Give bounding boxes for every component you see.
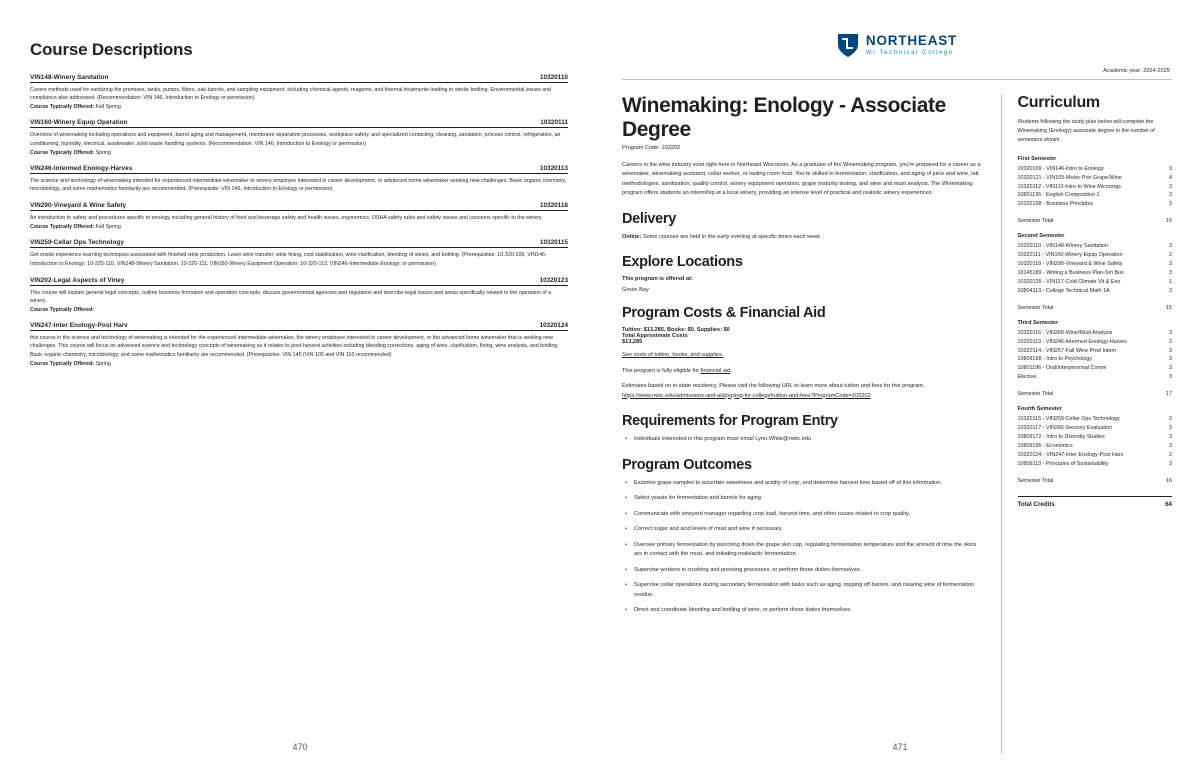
course-code: 10320109 - VIN146-Intro to Enology [1017, 165, 1104, 172]
course-code: 10320123 [539, 276, 568, 284]
course-code: 10320116 - VIN268-Wine/Must Analysis [1017, 329, 1113, 336]
course-entry [30, 277, 568, 313]
curriculum-row [1018, 329, 1173, 338]
course-header [30, 119, 568, 128]
course-offered [30, 361, 568, 367]
curriculum-row [1018, 355, 1173, 364]
course-credits: 1 [1169, 278, 1172, 285]
logo-title: NORTHEAST [865, 33, 958, 49]
course-code: 10320126 - VIN117-Cold Climate Vit & Eno [1017, 278, 1121, 285]
page-number: 471 [892, 742, 908, 752]
location-item: Green Bay [622, 287, 649, 294]
course-code: 10804113 - College Technical Math 1A [1017, 287, 1110, 294]
course-offered-label: Course Typically Offered: [30, 149, 95, 156]
course-name: VIN246-Intermed Enology-Harves [30, 164, 133, 172]
course-code: 10320118 - VIN290-Vineyard & Wine Safety [1017, 261, 1123, 268]
course-code: 10320117 - VIN266-Sensory Evaluation [1017, 425, 1113, 432]
course-code: 10320110 [539, 74, 568, 81]
course-code: 10801196 - Oral/Interpersonal Comm [1017, 365, 1107, 372]
curriculum-row [1018, 424, 1173, 433]
course-credits: 2 [1169, 338, 1172, 345]
list-item: • Oversee primary fermentation by punching down the grape skin cap, regulating fermentation temperature and the amount of time the skins are in contact with the must, and initiating malolactic fermentation. [634, 541, 983, 560]
course-code: 10320118 [539, 202, 568, 210]
course-offered-label: Course Typically Offered: [30, 307, 95, 314]
course-credits: 3 [1169, 201, 1172, 208]
course-name: VIN247-Inter Enology-Post Harv [30, 322, 128, 330]
course-credits: 3 [1169, 329, 1172, 336]
semester-name: Second Semester [1017, 233, 1065, 240]
curriculum-row [1018, 287, 1173, 296]
course-credits: 3 [1169, 243, 1172, 250]
course-header [30, 165, 568, 174]
course-code: 10320111 - VIN160-Winery Equip Operation [1017, 252, 1123, 259]
course-name: VIN259-Cellar Ops Technology [30, 239, 124, 247]
course-entry [30, 119, 568, 155]
course-credits: 3 [1169, 261, 1172, 268]
delivery-detail: Some courses are held in the early evening at specific times each week. [641, 233, 822, 240]
logo [622, 32, 1172, 58]
course-credits: 2 [1169, 416, 1172, 423]
locations-heading: Explore Locations [622, 254, 743, 271]
course-description: This course will explain general legal concepts, outline business formation and operation concepts, discuss governmental agencies and regulation and describe legal issues and areas specifically related to the operation of a winery. [30, 289, 552, 305]
course-offered [30, 150, 568, 156]
course-code: 10809195 - Economics [1017, 442, 1073, 449]
course-credits: 3 [1169, 287, 1172, 294]
course-entry [30, 202, 568, 230]
curriculum-row [1018, 415, 1173, 424]
semester-total-label: Semester Total [1017, 218, 1054, 225]
program-code: Program Code: 103202 [622, 145, 681, 151]
course-credits: 4 [1169, 174, 1172, 181]
semester-total [1018, 215, 1173, 224]
course-name: VIN202-Legal Aspects of Viney [30, 276, 125, 284]
curriculum-intro: Students following the study plan below will complete the Winemaking (Enology) associate degree in the number of semesters shown. [1017, 119, 1155, 143]
curriculum-row [1018, 278, 1173, 287]
course-code: 10320115 [539, 239, 568, 247]
course-code: Elective [1017, 374, 1037, 381]
page-number: 470 [292, 742, 308, 752]
semester-name: Third Semester [1017, 319, 1059, 326]
course-description: The science and technology of winemaking intended for experienced intermediate winemaker or winery employee interested in career development, or advanced home winemaker seeking new challenges. Basic organic chemistry, microbiology, and some mathematics familiarity are recommended. (Prerequisite: VIN 146, Introduction to Enology or permission) [30, 177, 567, 193]
course-credits: 3 [1169, 442, 1172, 449]
header-divider [622, 79, 1172, 80]
course-credits: 3 [1169, 425, 1172, 432]
course-header [30, 202, 568, 211]
list-item: • Supervise workers in crushing and pressing processes, or perform those duties themselves. [634, 566, 983, 576]
course-entry [30, 74, 568, 110]
curriculum-row [1018, 200, 1173, 209]
course-description: this course in the science and technology of winemaking is intended for the experienced intermediate winemaker, the winery employee interested in career development, or the advanced home winemaker that is seeking new challenges. This course will focus on advanced science and technology concepts of winemaking as it relates to post-harvest activities including blending corrections, aging of wine, clarification, fining, wine analysis, and bottling. Basic organic chemistry, microbiology, and some mathematics familiarity are recommended. (Prerequisites: VIN 146 (VIN 105 and VIN 110 recommended) [30, 335, 559, 358]
curriculum-row [1018, 460, 1173, 469]
curriculum-column [1002, 94, 1173, 754]
tuition-books-supplies-link[interactable]: See costs of tuition, books, and supplies. [622, 352, 724, 359]
costs-link-row [622, 351, 983, 361]
semester-total [1018, 475, 1173, 484]
costs-total: $13,285 [622, 339, 643, 346]
course-entry [30, 165, 568, 193]
course-header [30, 239, 568, 248]
semester-total [1018, 388, 1173, 397]
total-credits-label: Total Credits [1017, 500, 1055, 508]
course-code: 10102158 - Business Principles [1017, 201, 1094, 208]
course-code: 10809198 - Intro to Psychology [1017, 356, 1093, 363]
course-offered [30, 224, 568, 230]
course-offered [30, 104, 568, 110]
total-credits-value: 64 [1165, 500, 1172, 508]
course-name: VIN148-Winery Sanitation [30, 74, 109, 81]
course-offered [30, 307, 568, 313]
course-code: 10809172 - Intro to Diversity Studies [1017, 433, 1105, 440]
semester-total-value: 15 [1166, 304, 1172, 311]
outcomes-list [622, 479, 983, 616]
curriculum-row [1018, 433, 1173, 442]
semester-name: Fourth Semester [1017, 406, 1062, 413]
semester-total-label: Semester Total [1017, 477, 1054, 484]
course-code: 10801136 - English Composition 1 [1017, 192, 1100, 199]
semester-total-value: 16 [1166, 477, 1172, 484]
curriculum-row [1018, 174, 1173, 183]
list-item: • Examine grape samples to ascertain sweetness and acidity of crop, and determine harvest time based off of this information. [634, 479, 983, 489]
course-offered-label: Course Typically Offered: [30, 360, 95, 367]
outcomes-heading: Program Outcomes [622, 456, 752, 473]
semester-total-label: Semester Total [1017, 304, 1054, 311]
curriculum-heading: Curriculum [1017, 94, 1100, 111]
program-title: Winemaking: Enology - Associate Degree [622, 94, 946, 141]
semester-total-label: Semester Total [1017, 391, 1054, 398]
curriculum-row [1018, 442, 1173, 451]
program-main-column [622, 94, 1002, 754]
curriculum-row [1018, 451, 1173, 460]
course-code: 10320113 - VIN246-Intermed Enology-Harves [1017, 338, 1127, 345]
course-offered-value: Fall Spring [95, 224, 121, 231]
list-item: • Individuals interested in this program must email Lynn.White@nwtc.edu [634, 435, 983, 445]
financial-aid-pre: This program is fully eligible for [622, 367, 701, 374]
right-page [600, 0, 1200, 776]
course-offered-value: Spring [95, 149, 111, 156]
course-credits: 2 [1169, 252, 1172, 259]
course-description: An introduction to safety and procedures specific to enology including general history of food and beverage safety and health issues, ergonomics, OSHA safety rules and safety issues and concerns specific to the winery. [30, 215, 543, 222]
course-code: 10320113 [539, 164, 568, 172]
semester-total [1018, 302, 1173, 311]
course-code: 10320124 - VIN247-Inter Enology-Post Harv [1017, 451, 1124, 458]
curriculum-row [1018, 191, 1173, 200]
course-credits: 3 [1169, 183, 1172, 190]
course-code: 10320110 - VIN148-Winery Sanitation [1017, 243, 1108, 250]
course-offered-value: Spring [95, 360, 111, 367]
curriculum-row [1018, 260, 1173, 269]
course-name: VIN160-Winery Equip Operation [30, 119, 128, 127]
costs-line-2: Total Approximate Costs [622, 333, 688, 340]
curriculum-row [1018, 183, 1173, 192]
curriculum-row [1018, 364, 1173, 373]
course-name: VIN290-Vineyard & Wine Safety [30, 202, 127, 210]
curriculum-row [1018, 347, 1173, 356]
course-description: Get onsite experience learning techniques associated with finished wine production. Learn wine transfer, wine fining, cold stabilization, wine clarification, blending of wines, and bottling. (Prerequisites: 10-320-109, VIN146-Introduction to Enology; 10-320-110, VIN148-Winery Sanitation; 10-320-111, VIN160-Winery Equipment Operation; 10-320-113, VIN246-Intermediate Enology; or permission) [30, 252, 547, 267]
course-credits: 3 [1169, 433, 1172, 440]
costs-line-1: Tuition: $13,285, Books: $0, Supplies: $0 [622, 327, 730, 334]
requirements-heading: Requirements for Program Entry [622, 413, 838, 430]
financial-aid-link[interactable]: financial aid [700, 367, 731, 374]
course-code: 10320121 - VIN105-Molec Prin Grape/Wine [1017, 174, 1122, 181]
curriculum-row [1018, 338, 1173, 347]
course-offered-value: Fall Spring [95, 104, 121, 111]
right-page-columns [622, 94, 1172, 754]
page-title: Course Descriptions [30, 40, 193, 59]
program-intro: Careers in the wine industry exist right here in Northeast Wisconsin. As a graduate of the Winemaking program, you're prepared for a career as a winemaker, winemaking assistant, cellar worker, or tasting room host. You're skilled in fermentation, clarification, and aging of juice and wine, lab methodologies, sanitization, quality control, winery equipment operation, grape maturity testing, and wine and must analysis. The Winemaking program offers students an internship at a local winery, providing an intense level of practical and realistic winery experiences. [622, 162, 981, 197]
course-header [30, 322, 568, 331]
list-item: • Communicate with vineyard manager regarding crop load, harvest time, and other issues related to crop quality. [634, 510, 983, 520]
semester-total-value: 17 [1166, 391, 1172, 398]
costs-heading: Program Costs & Financial Aid [622, 305, 826, 322]
course-code: 10806113 - Principles of Sustainability [1017, 460, 1109, 467]
course-credits: 3 [1169, 374, 1172, 381]
course-credits: 2 [1169, 451, 1172, 458]
logo-text [866, 34, 957, 56]
course-credits: 3 [1169, 192, 1172, 199]
shield-icon [837, 32, 859, 58]
curriculum-row [1018, 373, 1173, 382]
course-entry [30, 239, 568, 267]
semester-name: First Semester [1017, 155, 1057, 162]
curriculum-row [1018, 251, 1173, 260]
course-credits: 3 [1169, 165, 1172, 172]
tuition-url-row [622, 392, 983, 402]
locations-subheading: This program is offered at: [622, 276, 693, 283]
course-code: 10145189 - Writing a Business Plan-Sm Bus [1017, 269, 1124, 276]
curriculum-row [1018, 165, 1173, 174]
course-offered-label: Course Typically Offered: [30, 224, 95, 231]
course-description: Covers methods used for sanitizing the premises, tanks, pumps, filters, oak barrels, and sampling equipment, including chemical agents, reagents, and thermal treatments leading to sterile bottling. Environmental issues and compliance also addressed. (Recommendation: VIN 146, Introduction to Enology or permission) [30, 87, 552, 102]
course-credits: 3 [1169, 269, 1172, 276]
logo-subtitle: WI Technical College [865, 49, 954, 56]
requirements-list [622, 435, 983, 445]
delivery-heading: Delivery [622, 210, 677, 227]
financial-aid-row [622, 367, 983, 377]
course-header [30, 74, 568, 83]
curriculum-row [1018, 269, 1173, 278]
delivery-label: Online: [622, 233, 642, 240]
course-description: Overview of winemaking including operations and equipment, barrel aging and management, membrane separation processes, workplace safety, and specialized contacting, cleaning, sanitation, process control, refrigeration, air conditioning, humidity, electrical, wastewater, solid waste handling systems. (Recommendation: VIN 146, Introduction to Enology or permission) [30, 132, 561, 147]
course-code: 10320111 [540, 119, 568, 127]
list-item: • Supervise cellar operations during secondary fermentation with tasks such as aging, topping off barrels, and clearing wine of fermentation residue. [634, 581, 983, 600]
course-credits: 3 [1169, 460, 1172, 467]
costs-estimate-note: Estimates based on in-state residency. Please visit the following URL to learn more about tuition and fees for this program. [622, 383, 925, 390]
list-item: • Select yeasts for fermentation and barrels for aging. [634, 494, 983, 504]
course-offered-label: Course Typically Offered: [30, 104, 95, 111]
financial-aid-post: . [730, 367, 732, 374]
course-entry [30, 322, 568, 367]
list-item: • Correct sugar and acid levels of must and wine if necessary. [634, 525, 983, 535]
course-code: 10320114 - VIN257-Fall Wine Prod Intern [1017, 347, 1117, 354]
course-code: 10320124 [539, 322, 568, 330]
tuition-url-link[interactable]: https://www.nwtc.edu/admissions-and-aid/paying-for-college/tuition-and-fees?ProgramCode=103202 [622, 392, 871, 399]
semester-total-value: 16 [1166, 218, 1172, 225]
curriculum-row [1018, 242, 1173, 251]
course-code: 10320112 - VIN110-Intro to Wine Microorgs [1017, 183, 1121, 190]
total-credits [1018, 496, 1173, 508]
course-credits: 3 [1169, 356, 1172, 363]
academic-year: Academic year: 2024-2025 [1103, 68, 1170, 74]
list-item: • Direct and coordinate blending and bottling of wine, or perform those duties themselves. [634, 606, 983, 616]
course-code: 10320115 - VIN259-Cellar Ops Technology [1017, 416, 1120, 423]
delivery-text [622, 233, 983, 243]
course-credits: 3 [1169, 365, 1172, 372]
course-credits: 3 [1169, 347, 1172, 354]
course-header [30, 277, 568, 286]
